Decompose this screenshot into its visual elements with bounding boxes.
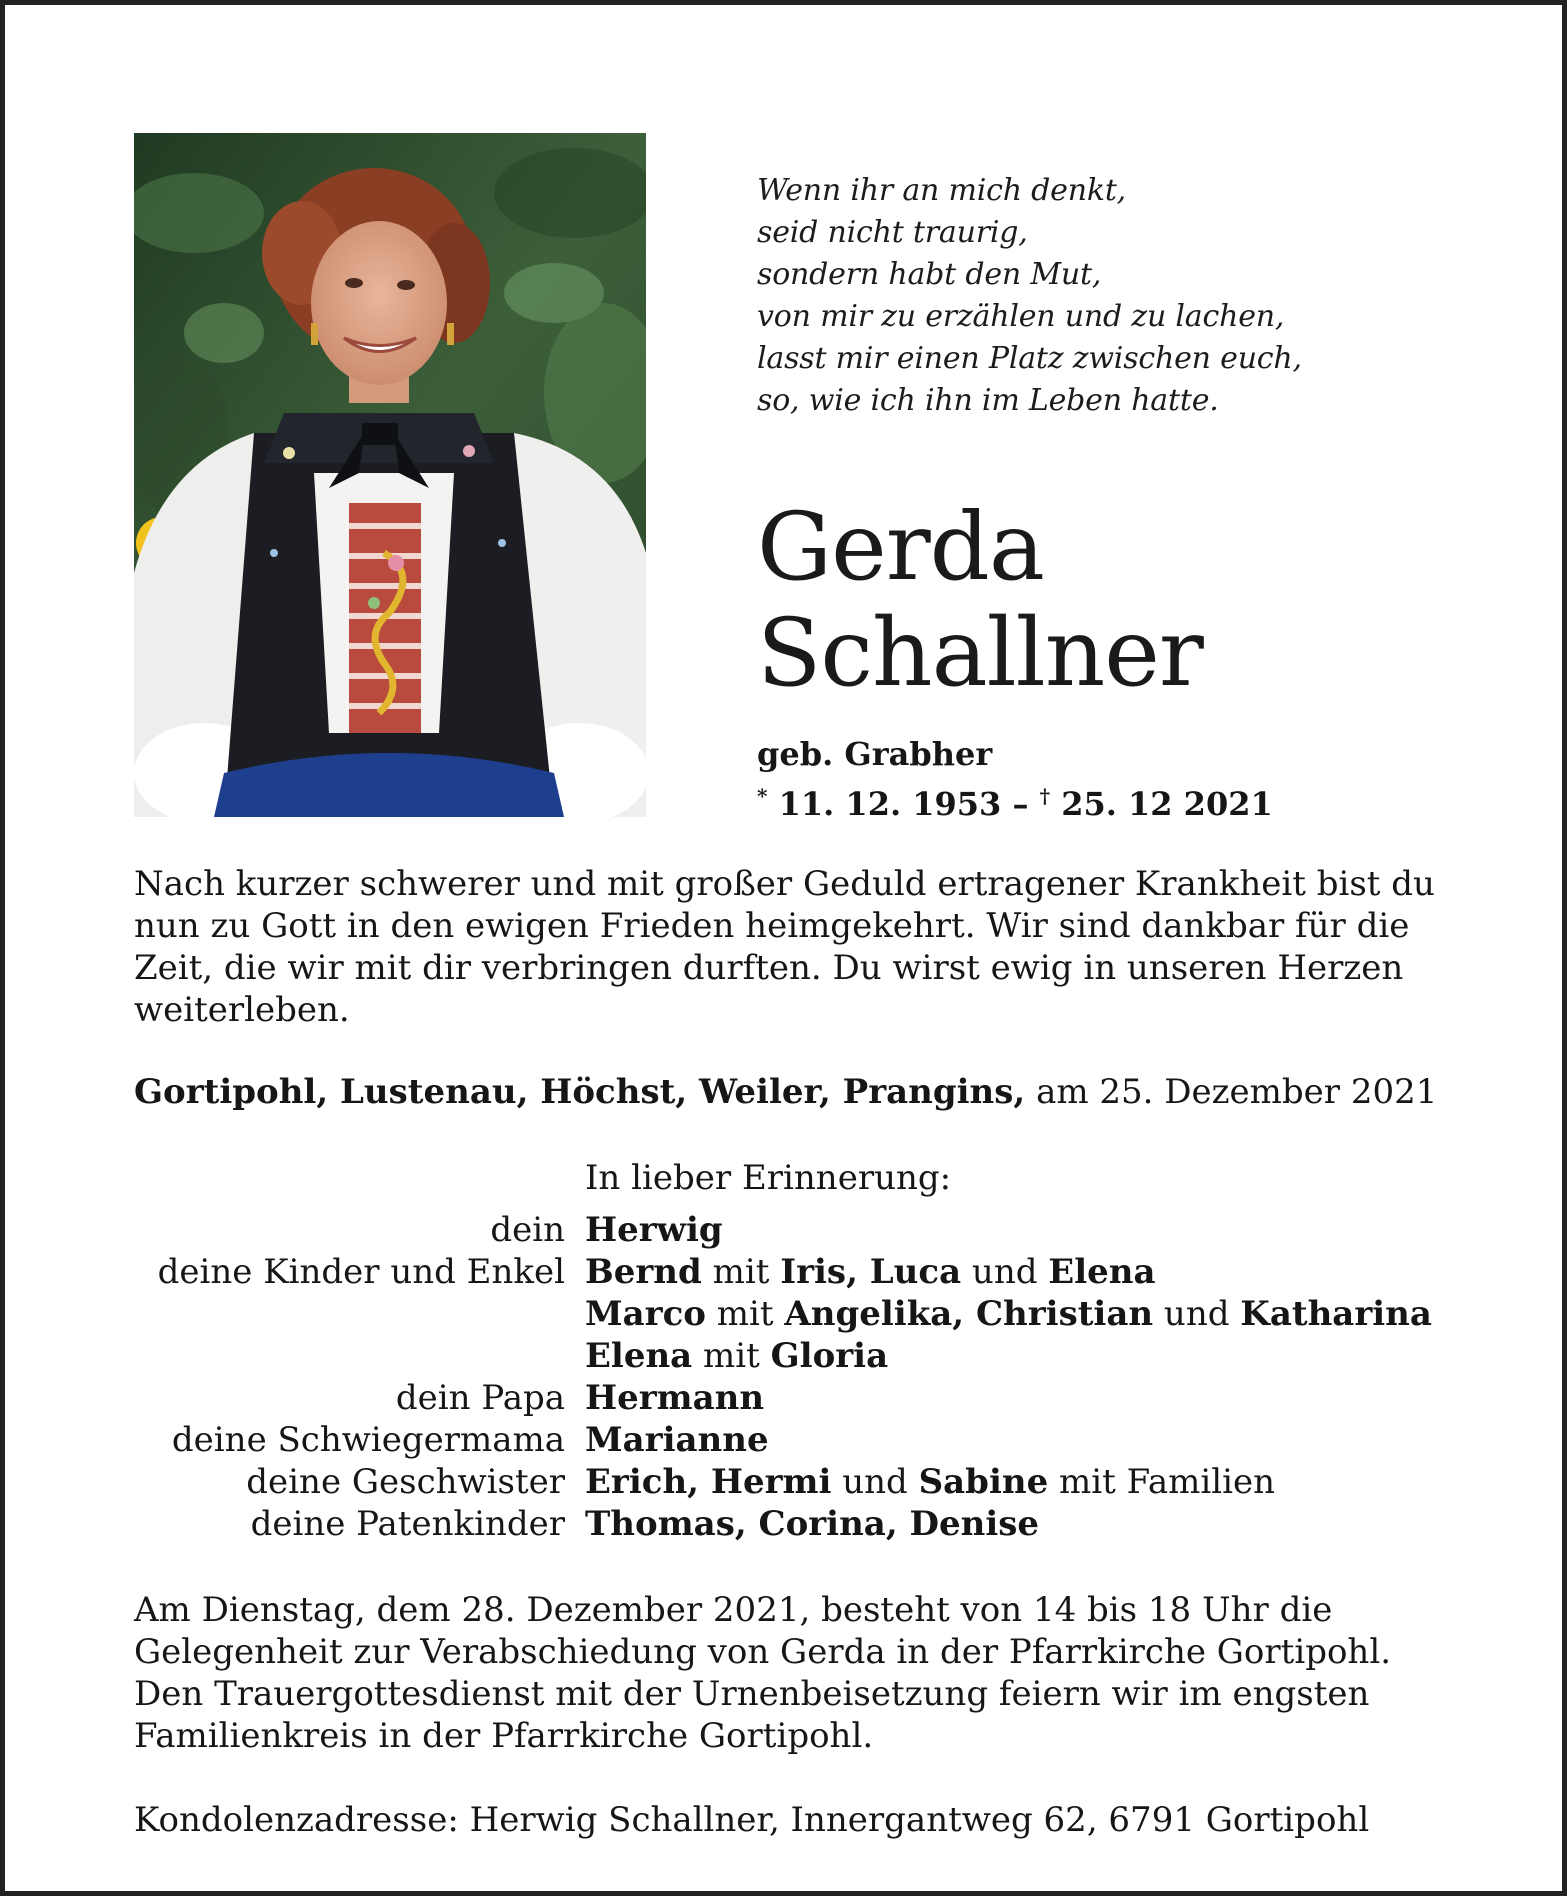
birth-date: 11. 12. 1953 <box>778 785 1002 823</box>
memory-heading: In lieber Erinnerung: <box>585 1158 952 1198</box>
poem-line: lasst mir einen Platz zwischen euch, <box>757 341 1302 376</box>
poem-line: von mir zu erzählen und zu lachen, <box>757 299 1285 334</box>
poem-line: so, wie ich ihn im Leben hatte. <box>757 383 1219 418</box>
family-relation <box>134 1293 565 1335</box>
birth-name: geb. Grabher <box>757 735 993 773</box>
date-separator: – <box>1012 785 1029 823</box>
places-line <box>134 1071 1437 1113</box>
place-names: Gortipohl, Lustenau, Höchst, Weiler, Prangins, <box>134 1072 1026 1112</box>
intro-paragraph: Nach kurzer schwerer und mit großer Geduld ertragener Krankheit bist du nun zu Gott in den ewigen Frieden heimgekehrt. Wir sind dankbar für die Zeit, die wir mit dir verbringen durften. Du wirst ewig in unseren Herzen weiterleben. <box>134 864 1435 1030</box>
family-connector: mit <box>692 1336 771 1376</box>
poem-line: sondern habt den Mut, <box>757 257 1102 292</box>
family-member-name: Elena <box>585 1336 693 1376</box>
family-member-name: Marianne <box>585 1420 769 1460</box>
family-connector: mit Familien <box>1048 1462 1276 1502</box>
family-connector: und <box>831 1462 919 1502</box>
poem-line: Wenn ihr an mich denkt, <box>757 173 1127 208</box>
family-member-name: Bernd <box>585 1252 702 1292</box>
family-connector: mit <box>701 1252 781 1292</box>
family-names <box>585 1293 1432 1335</box>
family-row <box>134 1251 1432 1293</box>
death-symbol: † <box>1039 784 1051 808</box>
family-relation: deine Schwiegermama <box>171 1420 565 1460</box>
family-connector: und <box>961 1252 1049 1292</box>
family-member-name: Angelika, Christian <box>784 1294 1154 1334</box>
family-names <box>585 1335 888 1377</box>
poem-line: seid nicht traurig, <box>757 215 1028 250</box>
family-member-name: Erich, Hermi <box>585 1462 832 1502</box>
family-row <box>134 1209 1432 1251</box>
family-relation: deine Geschwister <box>246 1462 565 1502</box>
family-connector: und <box>1153 1294 1241 1334</box>
family-names <box>585 1503 1039 1545</box>
family-row <box>134 1461 1432 1503</box>
condolence-address: Kondolenzadresse: Herwig Schallner, Innergantweg 62, 6791 Gortipohl <box>134 1800 1370 1840</box>
family-names <box>585 1419 769 1461</box>
last-name: Schallner <box>757 599 1203 708</box>
service-paragraph: Am Dienstag, dem 28. Dezember 2021, besteht von 14 bis 18 Uhr die Gelegenheit zur Verabschiedung von Gerda in der Pfarrkirche Gortipohl. Den Trauergottesdienst mit der Urnenbeisetzung feiern wir im engsten Familienkreis in der Pfarrkirche Gortipohl. <box>134 1590 1392 1756</box>
life-dates <box>757 775 1273 825</box>
family-member-name: Gloria <box>770 1336 889 1376</box>
family-relation: deine Patenkinder <box>250 1504 565 1544</box>
birth-symbol: * <box>757 784 768 808</box>
family-row <box>134 1335 1432 1377</box>
family-member-name: Herwig <box>585 1210 723 1250</box>
first-name: Gerda <box>757 493 1044 602</box>
portrait-illustration <box>134 133 646 817</box>
family-member-name: Iris, Luca <box>780 1252 962 1292</box>
family-member-name: Marco <box>585 1294 706 1334</box>
family-connector: mit <box>705 1294 785 1334</box>
family-member-name: Sabine <box>918 1462 1049 1502</box>
memorial-poem <box>757 170 1302 422</box>
family-member-name: Elena <box>1048 1252 1156 1292</box>
death-date: 25. 12 2021 <box>1061 785 1273 823</box>
family-relation: dein <box>490 1210 565 1250</box>
family-member-name: Hermann <box>585 1378 765 1418</box>
family-names <box>585 1251 1156 1293</box>
family-row <box>134 1293 1432 1335</box>
places-date: am 25. Dezember 2021 <box>1036 1072 1438 1112</box>
family-names <box>585 1461 1275 1503</box>
portrait-photo <box>134 133 646 817</box>
family-relation: deine Kinder und Enkel <box>157 1252 565 1292</box>
family-list <box>134 1209 1432 1545</box>
family-member-name: Katharina <box>1240 1294 1432 1334</box>
family-member-name: Thomas, Corina, Denise <box>585 1504 1040 1544</box>
family-relation <box>134 1335 565 1377</box>
deceased-name <box>757 495 1203 707</box>
family-row <box>134 1377 1432 1419</box>
family-relation: dein Papa <box>395 1378 565 1418</box>
family-row <box>134 1503 1432 1545</box>
family-row <box>134 1419 1432 1461</box>
family-names <box>585 1377 764 1419</box>
family-names <box>585 1209 723 1251</box>
